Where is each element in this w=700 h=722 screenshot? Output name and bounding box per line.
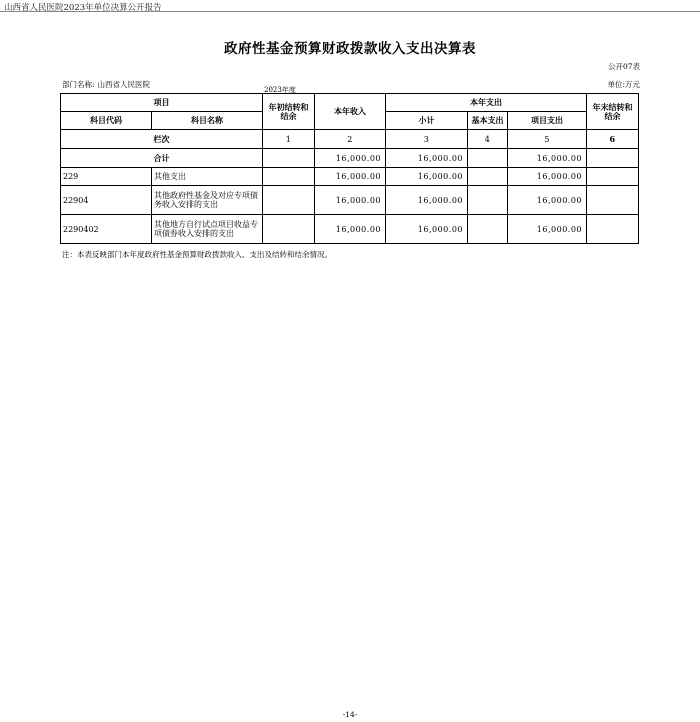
row-begin xyxy=(263,168,315,186)
total-basic xyxy=(468,149,508,168)
column-index: 5 xyxy=(508,130,587,149)
total-begin xyxy=(263,149,315,168)
total-row xyxy=(61,149,639,168)
department-name: 山西省人民医院 xyxy=(97,80,151,89)
total-end xyxy=(587,149,639,168)
row-name: 其他政府性基金及对应专项债务收入安排的支出 xyxy=(152,186,263,215)
total-project: 16,000.00 xyxy=(508,149,587,168)
header-divider xyxy=(0,11,700,12)
unit-label: 单位:万元 xyxy=(607,80,640,89)
row-subtotal: 16,000.00 xyxy=(386,186,468,215)
total-label: 合计 xyxy=(61,149,263,168)
row-name: 其他支出 xyxy=(152,168,263,186)
column-index: 2 xyxy=(315,130,386,149)
row-income: 16,000.00 xyxy=(315,215,386,244)
row-code: 229 xyxy=(61,168,152,186)
total-income: 16,000.00 xyxy=(315,149,386,168)
header-begin-balance: 年初结转和结余 xyxy=(263,94,315,130)
column-index: 3 xyxy=(386,130,468,149)
page-header: 山西省人民医院2023年单位决算公开报告 xyxy=(4,3,162,13)
header-expense: 本年支出 xyxy=(386,94,587,112)
fiscal-year: 2023年度 xyxy=(264,86,296,94)
header-project: 项目 xyxy=(61,94,263,112)
header-end-balance: 年末结转和结余 xyxy=(587,94,639,130)
row-code: 2290402 xyxy=(61,215,152,244)
header-subtotal: 小计 xyxy=(386,112,468,130)
footnote: 注：本表反映部门本年度政府性基金预算财政拨款收入、支出及结转和结余情况。 xyxy=(62,250,332,259)
row-project: 16,000.00 xyxy=(508,186,587,215)
column-index: 4 xyxy=(468,130,508,149)
row-income: 16,000.00 xyxy=(315,168,386,186)
column-index: 1 xyxy=(263,130,315,149)
row-end xyxy=(587,186,639,215)
row-begin xyxy=(263,186,315,215)
page-title: 政府性基金预算财政拨款收入支出决算表 xyxy=(224,41,476,57)
table-row xyxy=(61,168,639,186)
row-basic xyxy=(468,186,508,215)
row-subtotal: 16,000.00 xyxy=(386,215,468,244)
header-income: 本年收入 xyxy=(315,94,386,130)
table-row xyxy=(61,186,639,215)
row-end xyxy=(587,168,639,186)
department-info xyxy=(62,79,153,90)
row-code: 22904 xyxy=(61,186,152,215)
header-code: 科目代码 xyxy=(61,112,152,130)
page-number: -14- xyxy=(342,710,358,719)
column-index-label: 栏次 xyxy=(61,130,263,149)
header-project-expense: 项目支出 xyxy=(508,112,587,130)
budget-table xyxy=(60,93,639,244)
header-name: 科目名称 xyxy=(152,112,263,130)
row-name: 其他地方自行试点项目收益专项债券收入安排的支出 xyxy=(152,215,263,244)
row-income: 16,000.00 xyxy=(315,186,386,215)
row-end xyxy=(587,215,639,244)
form-code: 公开07表 xyxy=(607,62,640,71)
total-subtotal: 16,000.00 xyxy=(386,149,468,168)
header-basic: 基本支出 xyxy=(468,112,508,130)
row-project: 16,000.00 xyxy=(508,215,587,244)
row-subtotal: 16,000.00 xyxy=(386,168,468,186)
table-row xyxy=(61,215,639,244)
row-basic xyxy=(468,215,508,244)
column-index: 6 xyxy=(587,130,639,149)
row-begin xyxy=(263,215,315,244)
row-basic xyxy=(468,168,508,186)
row-project: 16,000.00 xyxy=(508,168,587,186)
department-label: 部门名称: xyxy=(62,80,95,89)
